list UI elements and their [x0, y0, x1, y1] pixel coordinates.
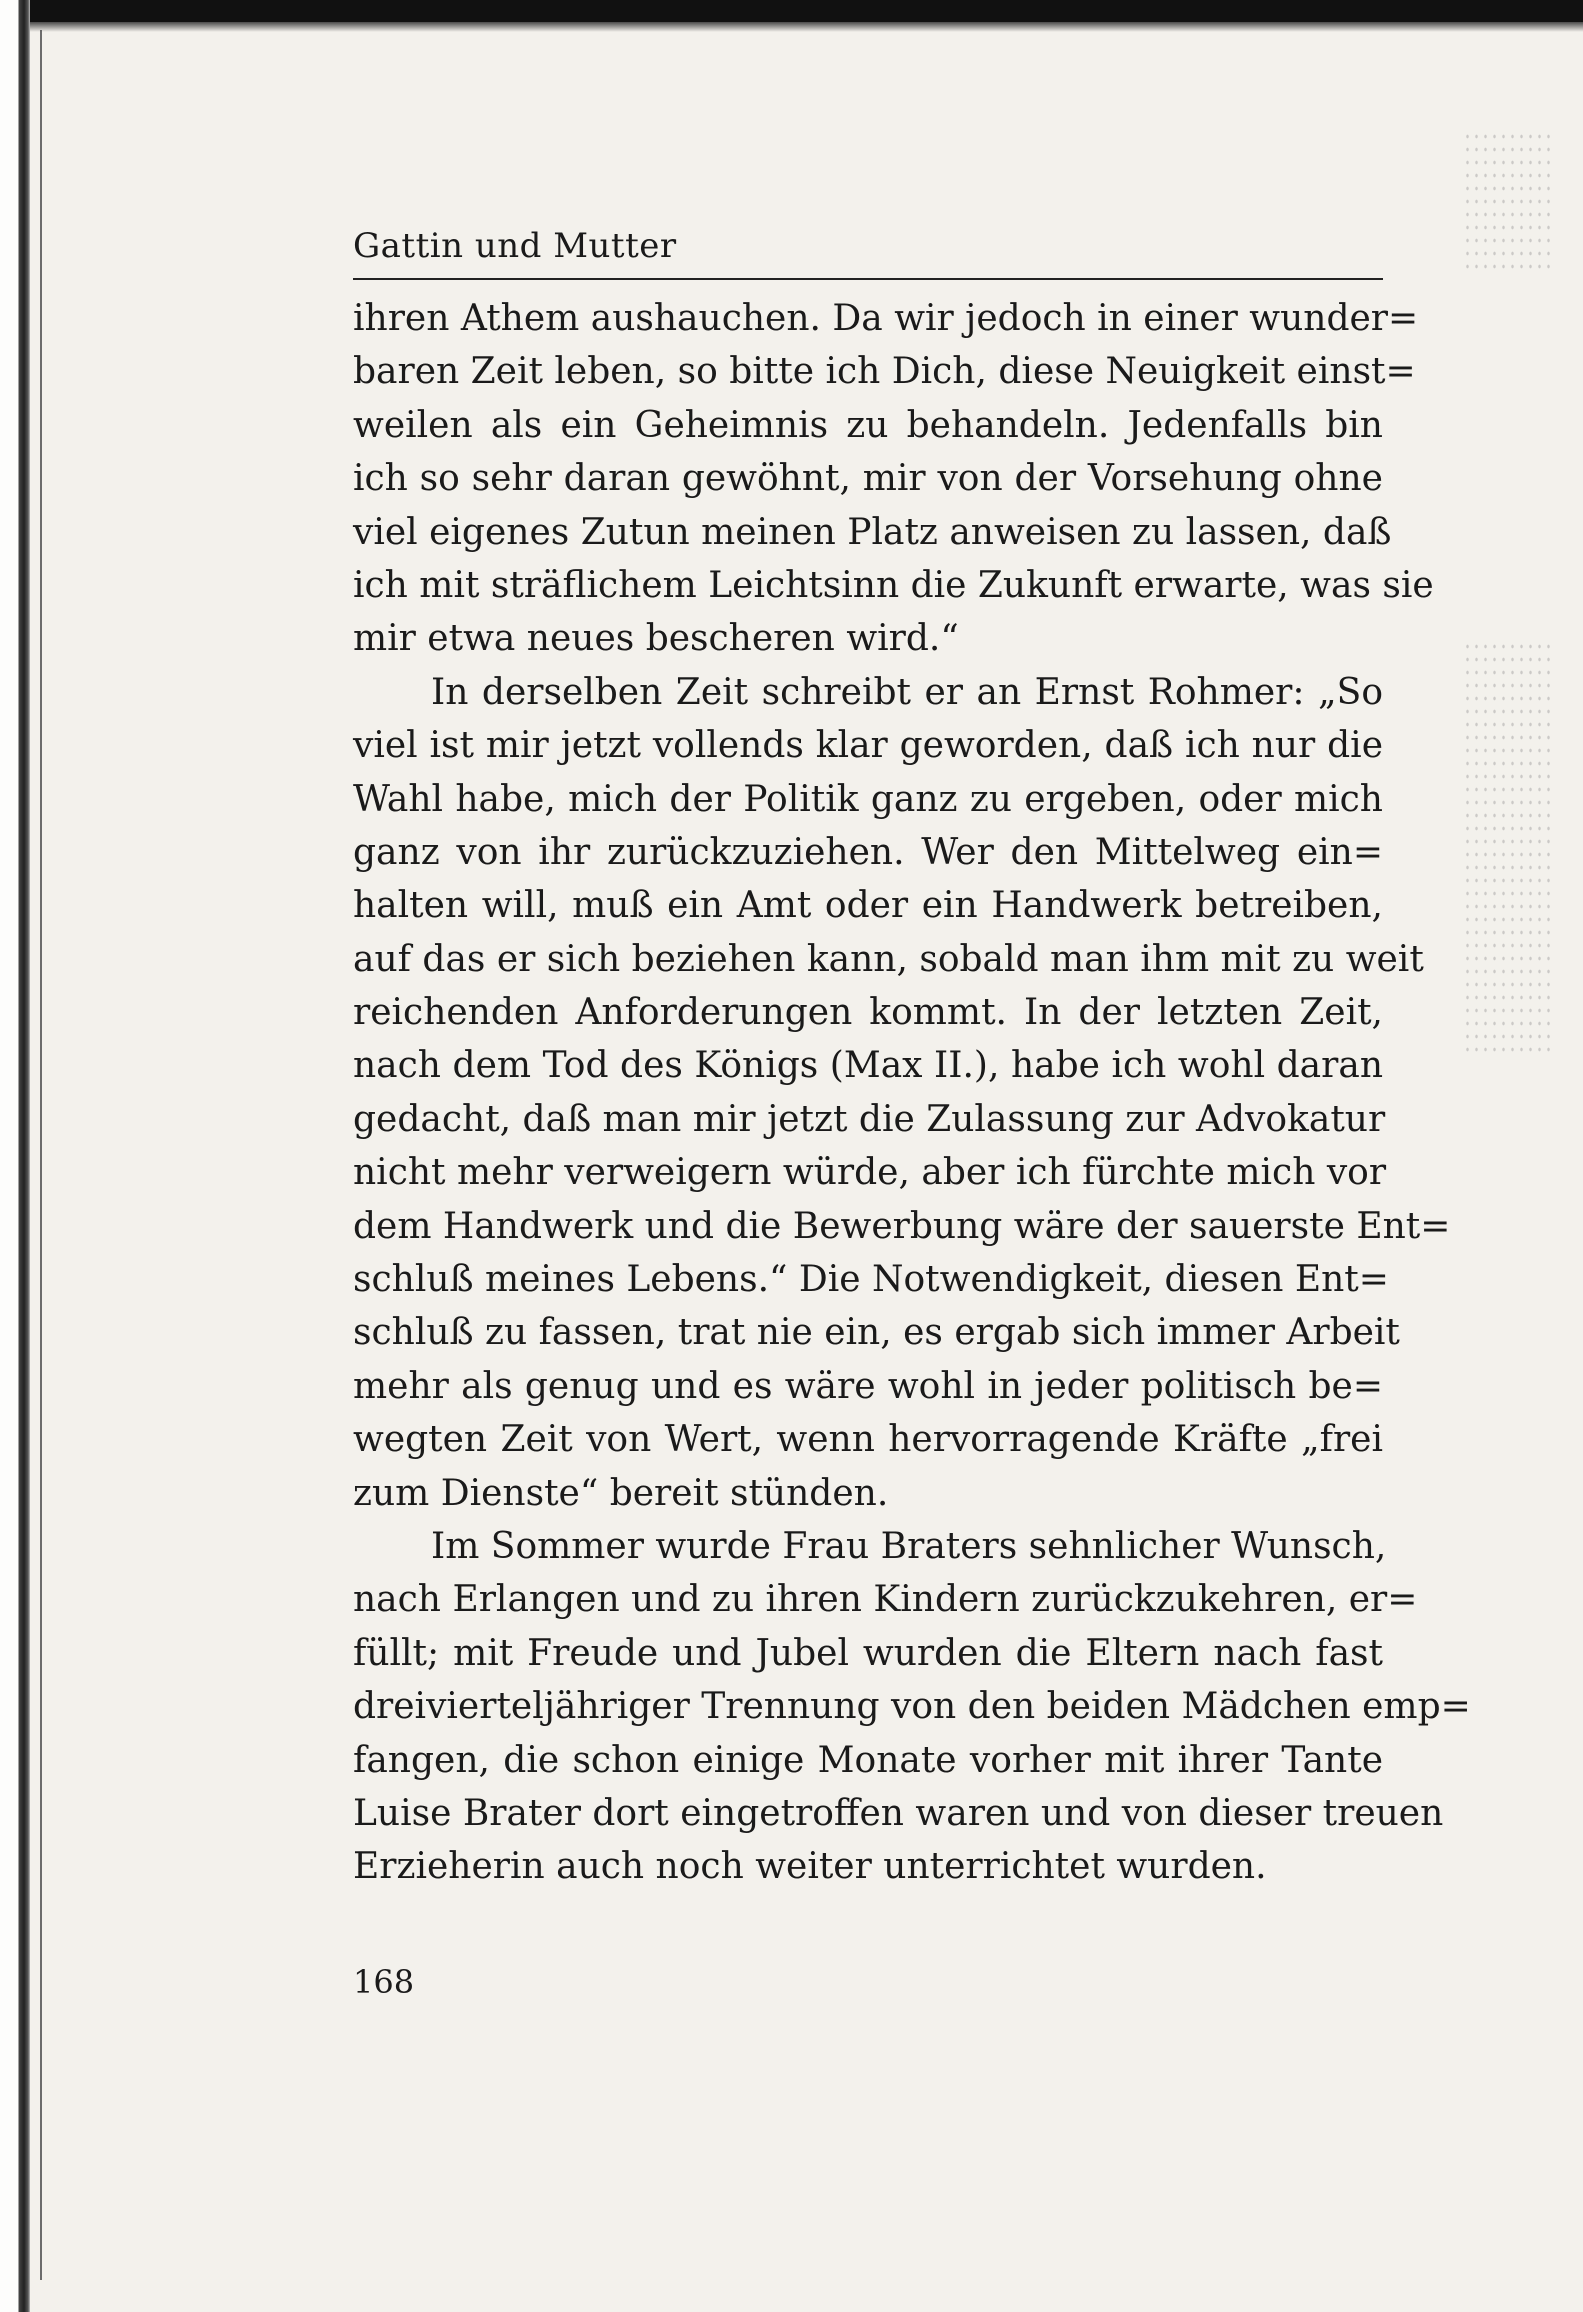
body-text — [353, 292, 1471, 1894]
text-line: gedacht, daß man mir jetzt die Zulassung zur Advokatur — [353, 1098, 1386, 1140]
text-line: mir etwa neues bescheren wird.“ — [353, 618, 959, 660]
text-line: Luise Brater dort eingetroffen waren und von dieser treuen — [353, 1792, 1444, 1834]
text-line: baren Zeit leben, so bitte ich Dich, diese Neuigkeit einst= — [353, 351, 1416, 393]
scan-noise-middle — [1463, 640, 1553, 1060]
text-line: ganz von ihr zurückzuziehen. Wer den Mittelweg ein= — [353, 831, 1383, 873]
text-line: ich mit sträflichem Leichtsinn die Zukunft erwarte, was sie — [353, 564, 1434, 606]
text-line: schluß meines Lebens.“ Die Notwendigkeit, diesen Ent= — [353, 1259, 1389, 1301]
text-line: halten will, muß ein Amt oder ein Handwerk betreiben, — [353, 885, 1383, 927]
paragraph-start-line: In derselben Zeit schreibt er an Ernst Rohmer: „So — [431, 671, 1383, 713]
text-line: Wahl habe, mich der Politik ganz zu ergeben, oder mich — [353, 778, 1383, 820]
text-line: ich so sehr daran gewöhnt, mir von der Vorsehung ohne — [353, 458, 1383, 500]
paragraph-start-line: Im Sommer wurde Frau Braters sehnlicher Wunsch, — [431, 1525, 1387, 1567]
text-line: schluß zu fassen, trat nie ein, es ergab sich immer Arbeit — [353, 1312, 1400, 1354]
scan-noise-upper — [1463, 130, 1553, 270]
page-number: 168 — [353, 1963, 415, 2001]
text-line: viel eigenes Zutun meinen Platz anweisen zu lassen, daß — [353, 511, 1392, 553]
text-line: dem Handwerk und die Bewerbung wäre der sauerste Ent= — [353, 1205, 1451, 1247]
text-line: fangen, die schon einige Monate vorher mit ihrer Tante — [353, 1739, 1383, 1781]
text-line: ihren Athem aushauchen. Da wir jedoch in einer wunder= — [353, 298, 1419, 339]
text-line: nach dem Tod des Königs (Max II.), habe ich wohl daran — [353, 1045, 1383, 1087]
text-line: reichenden Anforderungen kommt. In der letzten Zeit, — [353, 992, 1383, 1034]
text-line: dreivierteljähriger Trennung von den beiden Mädchen emp= — [353, 1686, 1471, 1728]
scan-top-shadow — [30, 22, 1583, 32]
text-line: mehr als genug und es wäre wohl in jeder politisch be= — [353, 1365, 1383, 1407]
scan-left-edge — [0, 0, 30, 2312]
text-line: nicht mehr verweigern würde, aber ich fürchte mich vor — [353, 1152, 1387, 1194]
text-line: füllt; mit Freude und Jubel wurden die Eltern nach fast — [353, 1632, 1383, 1674]
running-head — [353, 222, 1383, 280]
running-head-title: Gattin und Mutter — [353, 226, 677, 266]
scan-top-edge — [30, 0, 1583, 22]
text-line: zum Dienste“ bereit stünden. — [353, 1472, 889, 1514]
text-line: viel ist mir jetzt vollends klar geworden, daß ich nur die — [353, 725, 1383, 767]
text-line: Erzieherin auch noch weiter unterrichtet wurden. — [353, 1846, 1267, 1888]
text-line: wegten Zeit von Wert, wenn hervorragende Kräfte „frei — [353, 1419, 1383, 1461]
text-line: auf das er sich beziehen kann, sobald man ihm mit zu weit — [353, 938, 1424, 980]
text-line: nach Erlangen und zu ihren Kindern zurückzukehren, er= — [353, 1579, 1418, 1621]
text-line: weilen als ein Geheimnis zu behandeln. Jedenfalls bin — [353, 404, 1383, 446]
binding-shadow-line — [40, 30, 42, 2280]
